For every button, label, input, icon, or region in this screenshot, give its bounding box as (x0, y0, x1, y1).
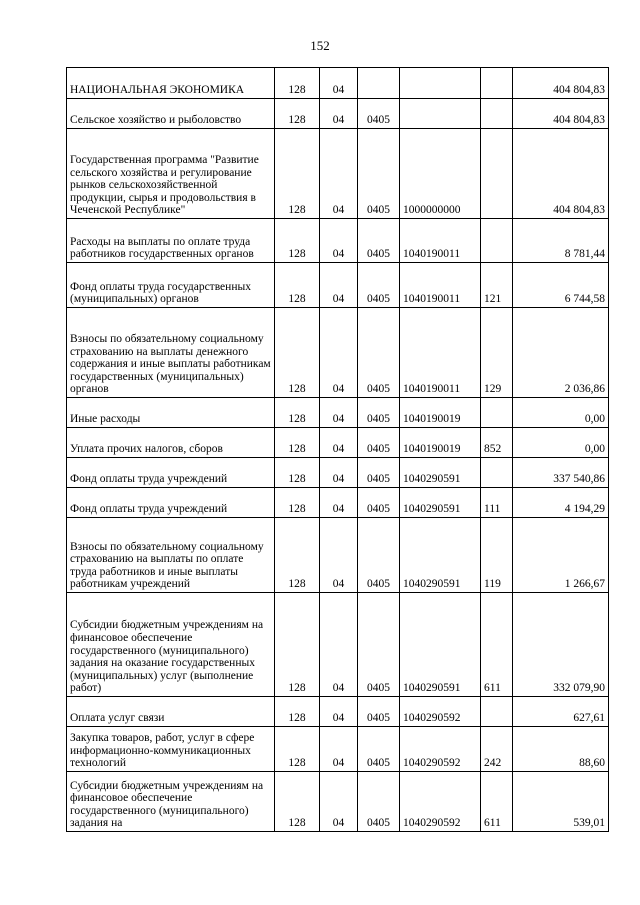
admin-code-cell: 128 (275, 219, 320, 263)
expense-type-cell: 119 (481, 518, 513, 593)
expense-name-cell: Взносы по обязательному социальному страхованию на выплаты денежного содержания и иные выплаты работникам государственных (муниципальных) органов (67, 308, 275, 398)
target-article-cell: 1040290592 (400, 727, 481, 772)
expense-type-cell: 121 (481, 263, 513, 308)
admin-code-cell: 128 (275, 458, 320, 488)
admin-code-cell: 128 (275, 68, 320, 99)
subsection-code-cell: 0405 (358, 488, 400, 518)
budget-table (66, 67, 609, 832)
section-code-cell: 04 (320, 68, 358, 99)
table-row (67, 458, 609, 488)
subsection-code-cell: 0405 (358, 99, 400, 129)
table-row (67, 219, 609, 263)
subsection-code-cell: 0405 (358, 593, 400, 697)
section-code-cell: 04 (320, 428, 358, 458)
page-number: 152 (310, 38, 330, 53)
admin-code-cell: 128 (275, 398, 320, 428)
admin-code-cell: 128 (275, 772, 320, 832)
section-code-cell: 04 (320, 697, 358, 727)
target-article-cell: 1040190019 (400, 428, 481, 458)
amount-cell: 627,61 (513, 697, 609, 727)
table-row (67, 308, 609, 398)
admin-code-cell: 128 (275, 697, 320, 727)
subsection-code-cell: 0405 (358, 458, 400, 488)
amount-cell: 0,00 (513, 428, 609, 458)
target-article-cell: 1040290592 (400, 697, 481, 727)
expense-name-cell: Расходы на выплаты по оплате труда работников государственных органов (67, 219, 275, 263)
amount-cell: 332 079,90 (513, 593, 609, 697)
table-row (67, 488, 609, 518)
section-code-cell: 04 (320, 488, 358, 518)
table-row (67, 593, 609, 697)
section-code-cell: 04 (320, 772, 358, 832)
expense-name-cell: Субсидии бюджетным учреждениям на финансовое обеспечение государственного (муниципального) задания на оказание государственных (муниципальных) услуг (выполнение работ) (67, 593, 275, 697)
expense-type-cell (481, 99, 513, 129)
expense-type-cell: 611 (481, 772, 513, 832)
subsection-code-cell: 0405 (358, 398, 400, 428)
target-article-cell: 1040190019 (400, 398, 481, 428)
subsection-code-cell: 0405 (358, 727, 400, 772)
amount-cell: 0,00 (513, 398, 609, 428)
subsection-code-cell: 0405 (358, 772, 400, 832)
section-code-cell: 04 (320, 593, 358, 697)
expense-name-cell: Фонд оплаты труда государственных (муниципальных) органов (67, 263, 275, 308)
expense-name-cell: Фонд оплаты труда учреждений (67, 488, 275, 518)
section-code-cell: 04 (320, 219, 358, 263)
admin-code-cell: 128 (275, 99, 320, 129)
expense-name-cell: Иные расходы (67, 398, 275, 428)
section-code-cell: 04 (320, 99, 358, 129)
table-row (67, 263, 609, 308)
table-row (67, 99, 609, 129)
section-code-cell: 04 (320, 263, 358, 308)
subsection-code-cell (358, 68, 400, 99)
expense-name-cell: Оплата услуг связи (67, 697, 275, 727)
target-article-cell: 1040190011 (400, 263, 481, 308)
expense-name-cell: Фонд оплаты труда учреждений (67, 458, 275, 488)
subsection-code-cell: 0405 (358, 308, 400, 398)
expense-type-cell (481, 697, 513, 727)
subsection-code-cell: 0405 (358, 129, 400, 219)
section-code-cell: 04 (320, 129, 358, 219)
expense-type-cell: 242 (481, 727, 513, 772)
section-code-cell: 04 (320, 398, 358, 428)
amount-cell: 539,01 (513, 772, 609, 832)
amount-cell: 2 036,86 (513, 308, 609, 398)
expense-type-cell: 611 (481, 593, 513, 697)
subsection-code-cell: 0405 (358, 518, 400, 593)
expense-type-cell (481, 129, 513, 219)
target-article-cell: 1040290591 (400, 518, 481, 593)
target-article-cell (400, 99, 481, 129)
table-row (67, 772, 609, 832)
subsection-code-cell: 0405 (358, 428, 400, 458)
target-article-cell: 1040290591 (400, 458, 481, 488)
target-article-cell: 1040290591 (400, 593, 481, 697)
table-row (67, 68, 609, 99)
section-code-cell: 04 (320, 458, 358, 488)
amount-cell: 1 266,67 (513, 518, 609, 593)
budget-table-body (67, 68, 609, 832)
target-article-cell: 1000000000 (400, 129, 481, 219)
admin-code-cell: 128 (275, 727, 320, 772)
amount-cell: 6 744,58 (513, 263, 609, 308)
target-article-cell: 1040290592 (400, 772, 481, 832)
table-row (67, 398, 609, 428)
amount-cell: 4 194,29 (513, 488, 609, 518)
admin-code-cell: 128 (275, 593, 320, 697)
amount-cell: 404 804,83 (513, 99, 609, 129)
target-article-cell: 1040290591 (400, 488, 481, 518)
expense-type-cell (481, 458, 513, 488)
expense-name-cell: Государственная программа "Развитие сельского хозяйства и регулирование рынков сельскохозяйственной продукции, сырья и продовольствия в Чеченской Республике" (67, 129, 275, 219)
amount-cell: 337 540,86 (513, 458, 609, 488)
amount-cell: 88,60 (513, 727, 609, 772)
subsection-code-cell: 0405 (358, 219, 400, 263)
section-code-cell: 04 (320, 308, 358, 398)
admin-code-cell: 128 (275, 308, 320, 398)
admin-code-cell: 128 (275, 518, 320, 593)
target-article-cell: 1040190011 (400, 308, 481, 398)
admin-code-cell: 128 (275, 488, 320, 518)
admin-code-cell: 128 (275, 263, 320, 308)
target-article-cell: 1040190011 (400, 219, 481, 263)
table-row (67, 727, 609, 772)
expense-type-cell: 129 (481, 308, 513, 398)
table-row (67, 518, 609, 593)
expense-name-cell: Сельское хозяйство и рыболовство (67, 99, 275, 129)
expense-name-cell: НАЦИОНАЛЬНАЯ ЭКОНОМИКА (67, 68, 275, 99)
table-row (67, 129, 609, 219)
expense-type-cell (481, 219, 513, 263)
admin-code-cell: 128 (275, 129, 320, 219)
expense-type-cell: 852 (481, 428, 513, 458)
admin-code-cell: 128 (275, 428, 320, 458)
table-row (67, 697, 609, 727)
subsection-code-cell: 0405 (358, 263, 400, 308)
amount-cell: 8 781,44 (513, 219, 609, 263)
expense-type-cell (481, 398, 513, 428)
table-row (67, 428, 609, 458)
section-code-cell: 04 (320, 518, 358, 593)
expense-name-cell: Субсидии бюджетным учреждениям на финансовое обеспечение государственного (муниципального) задания на (67, 772, 275, 832)
amount-cell: 404 804,83 (513, 68, 609, 99)
expense-name-cell: Взносы по обязательному социальному страхованию на выплаты по оплате труда работников и иные выплаты работникам учреждений (67, 518, 275, 593)
amount-cell: 404 804,83 (513, 129, 609, 219)
section-code-cell: 04 (320, 727, 358, 772)
expense-name-cell: Уплата прочих налогов, сборов (67, 428, 275, 458)
expense-name-cell: Закупка товаров, работ, услуг в сфере информационно-коммуникационных технологий (67, 727, 275, 772)
expense-type-cell: 111 (481, 488, 513, 518)
subsection-code-cell: 0405 (358, 697, 400, 727)
expense-type-cell (481, 68, 513, 99)
target-article-cell (400, 68, 481, 99)
